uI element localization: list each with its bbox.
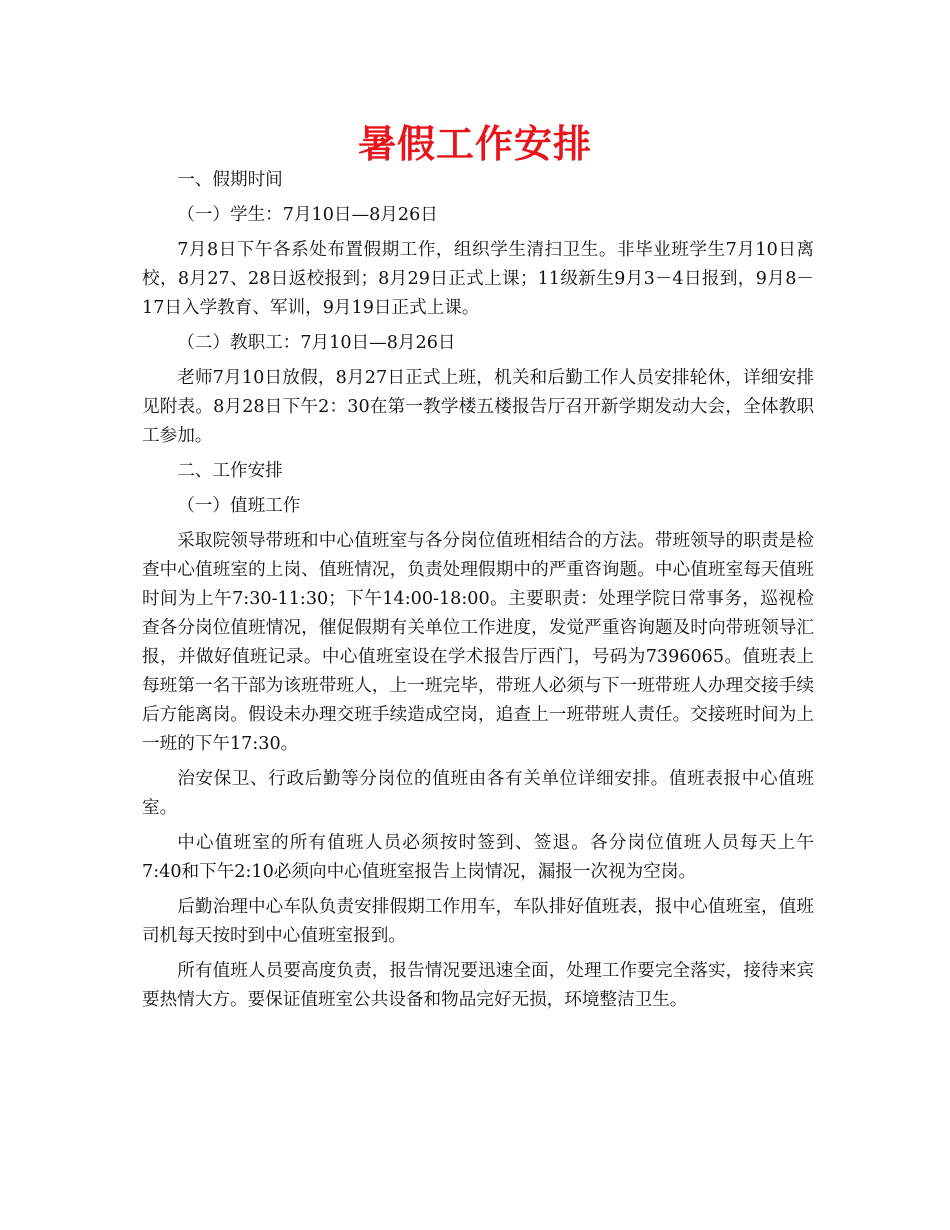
document-title: 暑假工作安排 [357,122,592,166]
subheading-staff: （二）教职工：7月10日—8月26日 [177,333,456,353]
section-heading-holiday-time: 一、假期时间 [177,170,283,190]
paragraph-vehicle-duty: 后勤治理中心车队负责安排假期工作用车，车队排好值班表，报中心值班室，值班司机每天按时到中心值班室报到。 [142,897,814,946]
paragraph-duty-method: 采取院领导带班和中心值班室与各分岗位值班相结合的方法。带班领导的职责是检查中心值班室的上岗、值班情况，负责处理假期中的严重咨询题。中心值班室每天值班时间为上午7:30-11:30；下午14:00-18:00。主要职责：处理学院日常事务，巡视检查各分岗位值班情况，催促假期有关单位工作进度，发觉严重咨询题及时向带班领导汇报，并做好值班记录。中心值班室设在学术报告厅西门，号码为7396065。值班表上每班第一名干部为该班带班人，上一班完毕，带班人必须与下一班带班人办理交接手续后方能离岗。假设未办理交班手续造成空岗，追查上一班带班人责任。交接班时间为上一班的下午17:30。 [142,531,814,754]
paragraph-staff-schedule: 老师7月10日放假，8月27日正式上班，机关和后勤工作人员安排轮休，详细安排见附表。8月28日下午2：30在第一教学楼五楼报告厅召开新学期发动大会，全体教职工参加。 [142,368,814,446]
subheading-duty-work: （一）值班工作 [177,496,301,516]
paragraph-students-schedule: 7月8日下午各系处布置假期工作，组织学生清扫卫生。非毕业班学生7月10日离校，8月27、28日返校报到；8月29日正式上课；11级新生9月3－4日报到，9月8－17日入学教育、军训，9月19日正式上课。 [142,240,814,318]
section-heading-work-arrangement: 二、工作安排 [177,461,283,481]
subheading-students: （一）学生：7月10日—8月26日 [177,205,438,225]
paragraph-duty-requirements: 所有值班人员要高度负责，报告情况要迅速全面，处理工作要完全落实，接待来宾要热情大方。要保证值班室公共设备和物品完好无损，环境整洁卫生。 [142,961,814,1010]
document-body [142,166,814,1021]
paragraph-sign-in: 中心值班室的所有值班人员必须按时签到、签退。各分岗位值班人员每天上午7:40和下午2:10必须向中心值班室报告上岗情况，漏报一次视为空岗。 [142,833,814,882]
paragraph-security-duty: 治安保卫、行政后勤等分岗位的值班由各有关单位详细安排。值班表报中心值班室。 [142,769,814,818]
